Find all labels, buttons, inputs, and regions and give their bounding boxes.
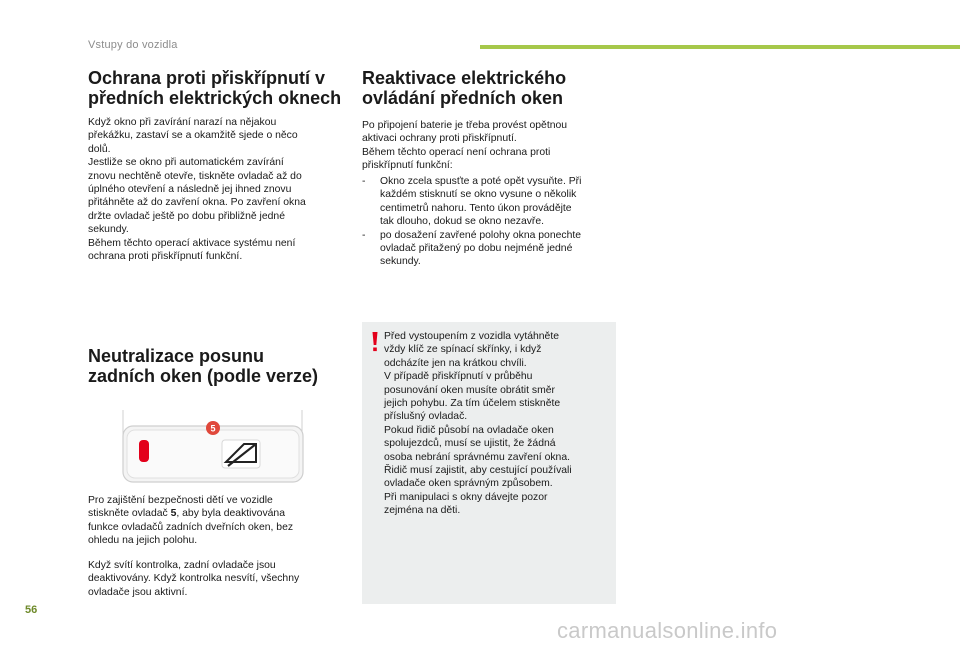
- list-item: [362, 175, 624, 229]
- list-item-text: po dosažení zavřené polohy okna ponechte ovladač přitažený po dobu nejméně jedné sekundy.: [380, 229, 582, 268]
- watermark: carmanualsonline.info: [557, 618, 778, 643]
- reactivation-intro: Po připojení baterie je třeba provést opětnou aktivaci ochrany proti přiskřípnutí. Během těchto operací není ochrana proti přiskřípnutí funkční:: [362, 120, 568, 172]
- child-lock-switch-illustration: [118, 410, 308, 490]
- list-item-text: Okno zcela spusťte a poté opět vysuňte. Při každém stisknutí se okno vysune o několik centimetrů nahoru. Tento úkon provádějte tak dlouho, dokud se okno nezavře.: [380, 176, 582, 228]
- heading-rear-window-lock-line2: zadních oken (podle verze): [88, 366, 319, 386]
- header-accent-line: [480, 45, 960, 49]
- exclamation-icon: [370, 332, 380, 352]
- rear-lock-para1: [88, 494, 350, 548]
- reactivation-steps: [362, 175, 624, 269]
- badge-5-label: 5: [210, 423, 216, 434]
- page-number: 56: [25, 604, 38, 616]
- heading-reactivation: [362, 68, 622, 108]
- list-item: [362, 229, 624, 269]
- rear-lock-para2: Když svítí kontrolka, zadní ovladače jsou deaktivovány. Když kontrolka nesvítí, všechny ovladače jsou aktivní.: [88, 560, 300, 598]
- heading-reactivation-line1: Reaktivace elektrického: [362, 68, 567, 88]
- warning-box: [362, 322, 616, 604]
- rear-lock-para1-bold: 5: [170, 508, 177, 520]
- child-lock-window-icon: [222, 440, 260, 468]
- heading-anti-pinch: [88, 68, 348, 108]
- list-dash: -: [362, 176, 366, 187]
- anti-pinch-body: Když okno při zavírání narazí na nějakou překážku, zastaví se a okamžitě sjede o něco dolů. Jestliže se okno při automatickém zavírání znovu nechtěně otevře, tiskněte ovladač až do úplného otevření a následně jej ihned znovu přitáhněte až do zavření okna. Po zavření okna držte ovladač ještě po dobu přibližně jedné sekundy. Během těchto operací aktivace systému není ochrana proti přiskřípnutí funkční.: [88, 117, 306, 263]
- heading-anti-pinch-line2: předních elektrických oknech: [88, 88, 342, 108]
- rear-lock-para1-post: , aby byla deaktivována funkce ovladačů zadních dveřních oken, bez ohledu na jejich polohu.: [88, 508, 294, 547]
- header-section-title: Vstupy do vozidla: [88, 39, 178, 51]
- rear-lock-para1-pre: Pro zajištění bezpečnosti dětí ve vozidle stiskněte ovladač: [88, 495, 273, 520]
- heading-rear-window-lock-line1: Neutralizace posunu: [88, 346, 265, 366]
- list-dash: -: [362, 229, 366, 241]
- heading-reactivation-line2: ovládání předních oken: [362, 88, 564, 108]
- heading-rear-window-lock: [88, 346, 348, 386]
- indicator-light: [139, 440, 149, 462]
- warning-text: Před vystoupením z vozidla vytáhněte vždy klíč ze spínací skřínky, i když odcházíte jen na krátkou chvíli. V případě přiskřípnutí v průběhu posunování oken musíte obrátit směr jejich pohybu. Za tím účelem stiskněte příslušný ovladač. Pokud řidič působí na ovladače oken spolujezdců, musí se ujistit, že žádná osoba nebrání správnému zavření okna. Řidič musí zajistit, aby cestující používali ovladače oken správným způsobem. Při manipulaci s okny dávejte pozor zejména na děti.: [384, 331, 572, 517]
- heading-anti-pinch-line1: Ochrana proti přiskřípnutí v: [88, 68, 326, 88]
